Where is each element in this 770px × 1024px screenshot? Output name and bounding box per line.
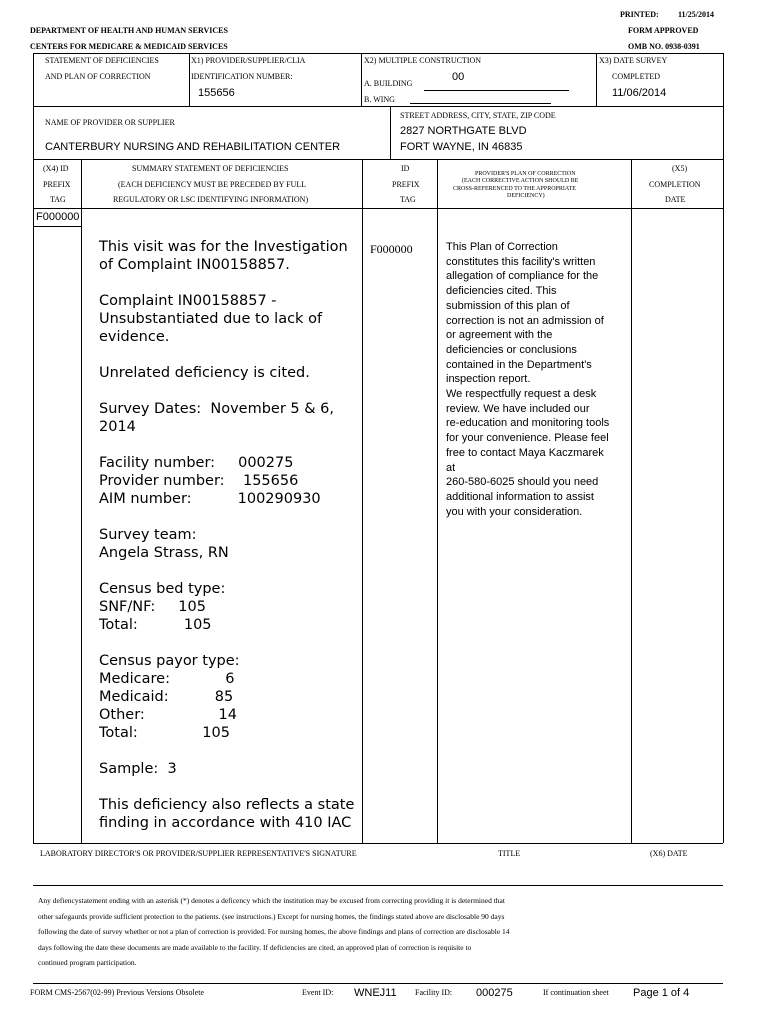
plan-line: contained in the Department's (446, 358, 592, 371)
summary-line: AIM number: 100290930 (99, 491, 321, 507)
col-div-4 (631, 159, 632, 843)
x4-id-label: (X4) ID (43, 164, 69, 173)
summary-line: Survey Dates: November 5 & 6, (99, 401, 334, 417)
provider-id-value: 155656 (198, 87, 235, 99)
plan-line: re-education and monitoring tools (446, 417, 610, 430)
wing-underline (410, 103, 551, 104)
plan-line: or agreement with the (446, 329, 553, 342)
left-tag-underline (33, 226, 81, 227)
summary-line: 2014 (99, 419, 136, 435)
disclaimer-line: following the date of survey whether or not a plan of correction is provided. For nursing homes, the above findings and plans of correction are disclosable 14 (38, 927, 510, 936)
plan-line: constitutes this facility's written (446, 255, 596, 268)
summary-line: Unsubstantiated due to lack of (99, 311, 323, 327)
summary-line (99, 346, 354, 364)
disclaimer (38, 893, 510, 971)
plan-line: deficiencies or conclusions (446, 343, 577, 356)
col-div-2 (362, 159, 363, 843)
plan-line: 260-580-6025 should you need (446, 476, 599, 489)
plan-line: for your convenience. Please feel (446, 432, 609, 445)
summary-line: Medicaid: 85 (99, 689, 234, 705)
summary-line: Census payor type: (99, 653, 240, 669)
summary-line: Provider number: 155656 (99, 473, 299, 489)
summary-header-1: SUMMARY STATEMENT OF DEFICIENCIES (132, 164, 289, 173)
summary-line: Other: 14 (99, 707, 237, 723)
box2-left-rule (33, 106, 34, 160)
box1-top-rule (33, 53, 723, 54)
facility-id-value: 000275 (476, 987, 513, 999)
plan-line: review. We have included our (446, 402, 590, 415)
building-label: A. BUILDING (364, 79, 413, 88)
disclaimer-line: other safegaurds provide sufficient protection to the patients. (see instructions.) Except for nursing homes, the findings stated above are disclosable 90 days (38, 911, 505, 921)
wing-label: B. WING (364, 95, 395, 104)
summary-line: Total: 105 (99, 617, 212, 633)
printed-date: 11/25/2014 (678, 10, 715, 19)
disclaimer-line: continued program participation. (38, 958, 137, 967)
address-label: STREET ADDRESS, CITY, STATE, ZIP CODE (400, 111, 556, 120)
summary-line: This deficiency also reflects a state (99, 797, 355, 813)
box1-div1 (189, 53, 190, 107)
date-survey-value: 11/06/2014 (612, 87, 667, 99)
x5-label: (X5) (672, 164, 688, 173)
x4-prefix-label: PREFIX (43, 180, 71, 189)
multiple-construction-label: X2) MULTIPLE CONSTRUCTION (364, 56, 482, 65)
plan-line: at (446, 461, 456, 474)
plan-line: This Plan of Correction (446, 241, 558, 253)
summary-line: Survey team: (99, 527, 197, 543)
address-line-1: 2827 NORTHGATE BLVD (400, 125, 527, 137)
main-left-rule (33, 159, 34, 843)
address-line-2: FORT WAYNE, IN 46835 (400, 141, 523, 153)
summary-line: Angela Strass, RN (99, 545, 229, 561)
summary-line: of Complaint IN00158857. (99, 257, 290, 273)
summary-line (99, 436, 354, 454)
statement-label-1: STATEMENT OF DEFICIENCIES (45, 56, 159, 65)
plan-line: deficiencies cited. This (446, 285, 557, 298)
date-survey-label-2: COMPLETED (612, 72, 660, 81)
building-value: 00 (452, 71, 465, 83)
summary-statement (99, 238, 354, 832)
summary-line: Complaint IN00158857 - (99, 293, 277, 309)
plan-line: free to contact Maya Kaczmarek (446, 446, 604, 459)
completion-date-label: DATE (665, 195, 686, 204)
plan-line: allegation of compliance for the (446, 270, 599, 283)
col-div-3 (437, 159, 438, 843)
summary-line: This visit was for the Investigation (99, 239, 348, 255)
signature-rule (33, 885, 723, 886)
plan-line: additional information to assist (446, 490, 594, 503)
plan-header-3: CROSS-REFERENCED TO THE APPROPRIATE (453, 186, 576, 192)
box2-right-rule (723, 106, 724, 160)
completion-label: COMPLETION (649, 180, 701, 189)
plan-header-2: (EACH CORRECTIVE ACTION SHOULD BE (462, 178, 579, 184)
plan-header-1: PROVIDER'S PLAN OF CORRECTION (475, 171, 576, 177)
box2-div (390, 106, 391, 160)
omb-number: OMB NO. 0938-0391 (628, 42, 700, 51)
footer-rule (33, 983, 723, 984)
summary-line (99, 382, 354, 400)
id-tag-label: TAG (400, 195, 416, 204)
left-tag: F000000 (36, 211, 80, 223)
summary-line (99, 562, 354, 580)
date-survey-label-1: X3) DATE SURVEY (599, 56, 668, 65)
box1-div2 (361, 53, 362, 107)
signature-label: LABORATORY DIRECTOR'S OR PROVIDER/SUPPLIER REPRESENTATIVE'S SIGNATURE (40, 849, 357, 858)
event-id-value: WNEJ11 (354, 987, 397, 999)
box1-div3 (596, 53, 597, 107)
disclaimer-line: days following the date these documents are made available to the facility. If deficiencies are cited, an approved plan of correction is requisite to (38, 942, 472, 952)
provider-id-label-2: IDENTIFICATION NUMBER: (191, 72, 293, 81)
event-id-label: Event ID: (302, 988, 334, 997)
printed-label: PRINTED: (620, 10, 659, 19)
x4-tag-label: TAG (50, 195, 66, 204)
summary-line (99, 274, 354, 292)
col-div-1 (81, 159, 82, 843)
plan-line: We respectfully request a desk (446, 388, 597, 401)
plan-line: inspection report. (446, 373, 531, 386)
summary-line (99, 778, 354, 796)
provider-id-label-1: X1) PROVIDER/SUPPLIER/CLIA (191, 56, 306, 65)
main-bottom-rule (33, 843, 723, 844)
id-label: ID (401, 164, 410, 173)
summary-line: Census bed type: (99, 581, 226, 597)
provider-name-value: CANTERBURY NURSING AND REHABILITATION CENTER (45, 141, 341, 153)
summary-line (99, 742, 354, 760)
summary-line: Facility number: 000275 (99, 455, 294, 471)
disclaimer-line: Any defiencystatement ending with an asterisk (*) denotes a deficency which the institution may be excused from correcting providing it is determined that (38, 896, 505, 905)
summary-header-2: (EACH DEFICIENCY MUST BE PRECEDED BY FULL (118, 180, 307, 189)
continuation-label: If continuation sheet (543, 988, 609, 997)
plan-line: correction is not an admission of (446, 314, 604, 327)
summary-line: finding in accordance with 410 IAC (99, 815, 352, 831)
main-right-rule (723, 159, 724, 843)
provider-name-label: NAME OF PROVIDER OR SUPPLIER (45, 118, 175, 127)
box1-bottom-rule (33, 106, 723, 107)
summary-line: Total: 105 (99, 725, 230, 741)
id-prefix-label: PREFIX (392, 180, 420, 189)
x6-date-label: (X6) DATE (650, 849, 688, 858)
right-tag: F000000 (370, 242, 413, 256)
plan-header-4: DEFICIENCY) (507, 193, 545, 199)
box1-right-rule (723, 53, 724, 107)
facility-id-label: Facility ID: (415, 988, 453, 997)
summary-line: SNF/NF: 105 (99, 599, 206, 615)
summary-line (99, 634, 354, 652)
summary-line (99, 508, 354, 526)
department-name: DEPARTMENT OF HEALTH AND HUMAN SERVICES (30, 26, 228, 35)
form-approved: FORM APPROVED (628, 26, 699, 35)
plan-line: submission of this plan of (446, 299, 570, 312)
box2-bottom-rule (33, 159, 723, 160)
plan-line: you with your consideration. (446, 505, 583, 518)
box1-left-rule (33, 53, 34, 107)
plan-of-correction (446, 240, 609, 519)
title-label: TITLE (498, 849, 521, 858)
summary-line: Unrelated deficiency is cited. (99, 365, 310, 381)
statement-label-2: AND PLAN OF CORRECTION (45, 72, 151, 81)
summary-line: Sample: 3 (99, 761, 177, 777)
page-number: Page 1 of 4 (633, 987, 690, 999)
centers-name: CENTERS FOR MEDICARE & MEDICAID SERVICES (30, 42, 228, 51)
summary-line: evidence. (99, 329, 170, 345)
form-number: FORM CMS-2567(02-99) Previous Versions Obsolete (30, 988, 205, 997)
building-underline (424, 90, 569, 91)
summary-header-3: REGULATORY OR LSC IDENTIFYING INFORMATION) (113, 195, 309, 204)
summary-line: Medicare: 6 (99, 671, 235, 687)
colhead-bottom-rule (33, 208, 723, 209)
